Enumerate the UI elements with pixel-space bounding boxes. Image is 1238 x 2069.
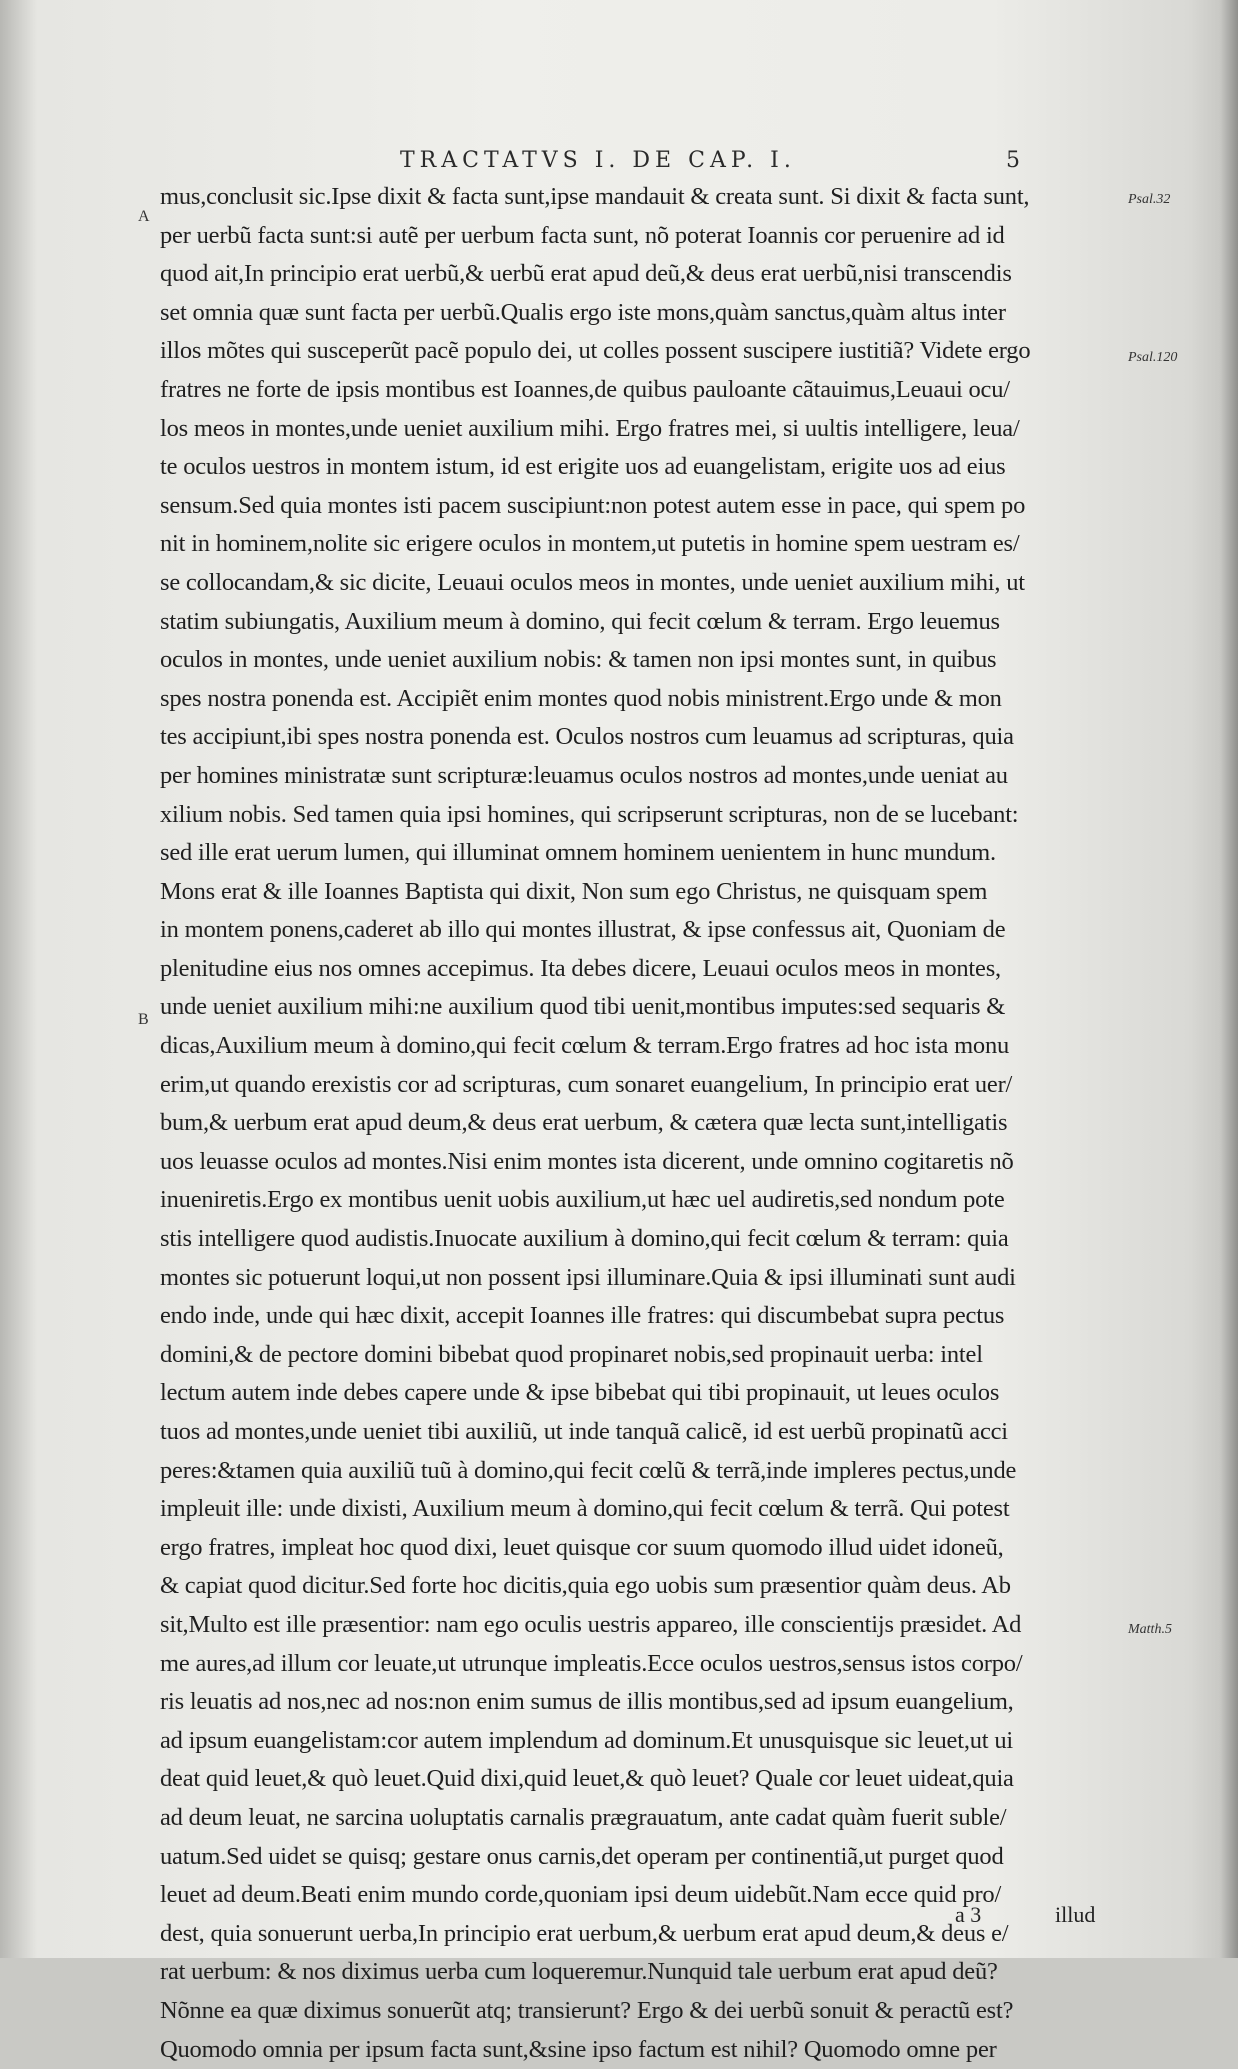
text-line: stis intelligere quod audistis.Inuocate auxilium à domino,qui fecit cœlum & terram: quia — [160, 1220, 1135, 1259]
text-line: per uerbũ facta sunt:si autẽ per uerbum facta sunt, nõ poterat Ioannis cor peruenire ad id — [160, 217, 1135, 256]
body-text — [160, 178, 1135, 2069]
text-line: los meos in montes,unde ueniet auxilium mihi. Ergo fratres mei, si uultis intelligere, leua/ — [160, 410, 1135, 449]
text-line: oculos in montes, unde ueniet auxilium nobis: & tamen non ipsi montes sunt, in quibus — [160, 641, 1135, 680]
text-line: in montem ponens,caderet ab illo qui montes illustrat, & ipse confessus ait, Quoniam de — [160, 911, 1135, 950]
text-line: tes accipiunt,ibi spes nostra ponenda est. Oculos nostros cum leuamus ad scripturas, quia — [160, 718, 1135, 757]
text-line: sit,Multo est ille præsentior: nam ego oculis uestris appareo, ille conscientijs præsidet. Ad — [160, 1606, 1135, 1645]
text-line: domini,& de pectore domini bibebat quod propinaret nobis,sed propinauit uerba: intel — [160, 1336, 1135, 1375]
text-line: per homines ministratæ sunt scripturæ:leuamus oculos nostros ad montes,unde ueniat au — [160, 757, 1135, 796]
text-line: lectum autem inde debes capere unde & ipse bibebat qui tibi propinauit, ut leues oculos — [160, 1374, 1135, 1413]
text-line: Quomodo omnia per ipsum facta sunt,&sine ipso factum est nihil? Quomodo omne per — [160, 2031, 1135, 2069]
text-line: statim subiungatis, Auxilium meum à domino, qui fecit cœlum & terram. Ergo leuemus — [160, 603, 1135, 642]
margin-note-matth5: Matth.5 — [1128, 1622, 1172, 1638]
text-line: xilium nobis. Sed tamen quia ipsi homines, qui scripserunt scripturas, non de se lucebant: — [160, 796, 1135, 835]
text-line: tuos ad montes,unde ueniet tibi auxiliũ, ut inde tanquã calicẽ, id est uerbũ propinatũ acci — [160, 1413, 1135, 1452]
text-line: & capiat quod dicitur.Sed forte hoc dicitis,quia ego uobis sum præsentior quàm deus. Ab — [160, 1567, 1135, 1606]
text-line: sed ille erat uerum lumen, qui illuminat omnem hominem uenientem in hunc mundum. — [160, 834, 1135, 873]
text-line: uos leuasse oculos ad montes.Nisi enim montes ista dicerent, unde omnino cogitaretis nõ — [160, 1143, 1135, 1182]
signature-mark: a 3 — [955, 1902, 981, 1928]
text-line: me aures,ad illum cor leuate,ut utrunque impleatis.Ecce oculos uestros,sensus istos corpo/ — [160, 1645, 1135, 1684]
text-line: te oculos uestros in montem istum, id est erigite uos ad euangelistam, erigite uos ad eius — [160, 448, 1135, 487]
text-line: impleuit ille: unde dixisti, Auxilium meum à domino,qui fecit cœlum & terrã. Qui potest — [160, 1490, 1135, 1529]
text-line: dicas,Auxilium meum à domino,qui fecit cœlum & terram.Ergo fratres ad hoc ista monu — [160, 1027, 1135, 1066]
text-line: ad ipsum euangelistam:cor autem implendum ad dominum.Et unusquisque sic leuet,ut ui — [160, 1722, 1135, 1761]
text-line: ad deum leuat, ne sarcina uoluptatis carnalis prægrauatum, ante cadat quàm fuerit suble/ — [160, 1799, 1135, 1838]
text-line: Nõnne ea quæ diximus sonuerũt atq; transierunt? Ergo & dei uerbũ sonuit & peractũ est? — [160, 1992, 1135, 2031]
text-line: endo inde, unde qui hæc dixit, accepit Ioannes ille fratres: qui discumbebat supra pectus — [160, 1297, 1135, 1336]
page-number: 5 — [1006, 148, 1020, 173]
text-line: erim,ut quando erexistis cor ad scripturas, cum sonaret euangelium, In principio erat uer/ — [160, 1066, 1135, 1105]
margin-note-psal32: Psal.32 — [1128, 192, 1170, 208]
section-mark-b: B — [138, 1011, 149, 1029]
page-edge-shadow — [1220, 0, 1238, 1958]
text-line: nit in hominem,nolite sic erigere oculos in montem,ut putetis in homine spem uestram es/ — [160, 525, 1135, 564]
text-line: Mons erat & ille Ioannes Baptista qui dixit, Non sum ego Christus, ne quisquam spem — [160, 873, 1135, 912]
text-line: unde ueniet auxilium mihi:ne auxilium quod tibi uenit,montibus imputes:sed sequaris & — [160, 988, 1135, 1027]
text-line: fratres ne forte de ipsis montibus est Ioannes,de quibus pauloante cãtauimus,Leuaui ocu/ — [160, 371, 1135, 410]
text-line: rat uerbum: & nos diximus uerba cum loqueremur.Nunquid tale uerbum erat apud deũ? — [160, 1953, 1135, 1992]
text-line: peres:&tamen quia auxiliũ tuũ à domino,qui fecit cœlũ & terrã,inde impleres pectus,unde — [160, 1452, 1135, 1491]
running-title: TRACTATVS I. DE CAP. I. — [400, 148, 796, 173]
text-line: bum,& uerbum erat apud deum,& deus erat uerbum, & cætera quæ lecta sunt,intelligatis — [160, 1104, 1135, 1143]
text-line: montes sic potuerunt loqui,ut non possent ipsi illuminare.Quia & ipsi illuminati sunt audi — [160, 1259, 1135, 1298]
text-line: leuet ad deum.Beati enim mundo corde,quoniam ipsi deum uidebũt.Nam ecce quid pro/ — [160, 1876, 1135, 1915]
text-line: uatum.Sed uidet se quisq; gestare onus carnis,det operam per continentiã,ut purget quod — [160, 1838, 1135, 1877]
text-line: quod ait,In principio erat uerbũ,& uerbũ erat apud deũ,& deus erat uerbũ,nisi transcendis — [160, 255, 1135, 294]
text-line: inueniretis.Ergo ex montibus uenit uobis auxilium,ut hæc uel audiretis,sed nondum pote — [160, 1181, 1135, 1220]
running-header — [400, 148, 1020, 173]
text-line: deat quid leuet,& quò leuet.Quid dixi,quid leuet,& quò leuet? Quale cor leuet uideat,quia — [160, 1760, 1135, 1799]
text-line: mus,conclusit sic.Ipse dixit & facta sunt,ipse mandauit & creata sunt. Si dixit & facta sunt, — [160, 178, 1135, 217]
text-line: sensum.Sed quia montes isti pacem suscipiunt:non potest autem esse in pace, qui spem po — [160, 487, 1135, 526]
text-line: illos mõtes qui susceperũt pacẽ populo dei, ut colles possent suscipere iustitiã? Videte ergo — [160, 332, 1135, 371]
text-line: ris leuatis ad nos,nec ad nos:non enim sumus de illis montibus,sed ad ipsum euangelium, — [160, 1683, 1135, 1722]
margin-note-psal120: Psal.120 — [1128, 350, 1177, 366]
text-line: plenitudine eius nos omnes accepimus. Ita debes dicere, Leuaui oculos meos in montes, — [160, 950, 1135, 989]
text-line: dest, quia sonuerunt uerba,In principio erat uerbum,& uerbum erat apud deum,& deus e/ — [160, 1915, 1135, 1954]
text-line: ergo fratres, impleat hoc quod dixi, leuet quisque cor suum quomodo illud uidet idoneũ, — [160, 1529, 1135, 1568]
text-line: spes nostra ponenda est. Accipiẽt enim montes quod nobis ministrent.Ergo unde & mon — [160, 680, 1135, 719]
text-line: set omnia quæ sunt facta per uerbũ.Qualis ergo iste mons,quàm sanctus,quàm altus inter — [160, 294, 1135, 333]
section-mark-a: A — [138, 208, 150, 226]
text-line: se collocandam,& sic dicite, Leuaui oculos meos in montes, unde ueniet auxilium mihi, ut — [160, 564, 1135, 603]
catchword: illud — [1055, 1902, 1095, 1928]
